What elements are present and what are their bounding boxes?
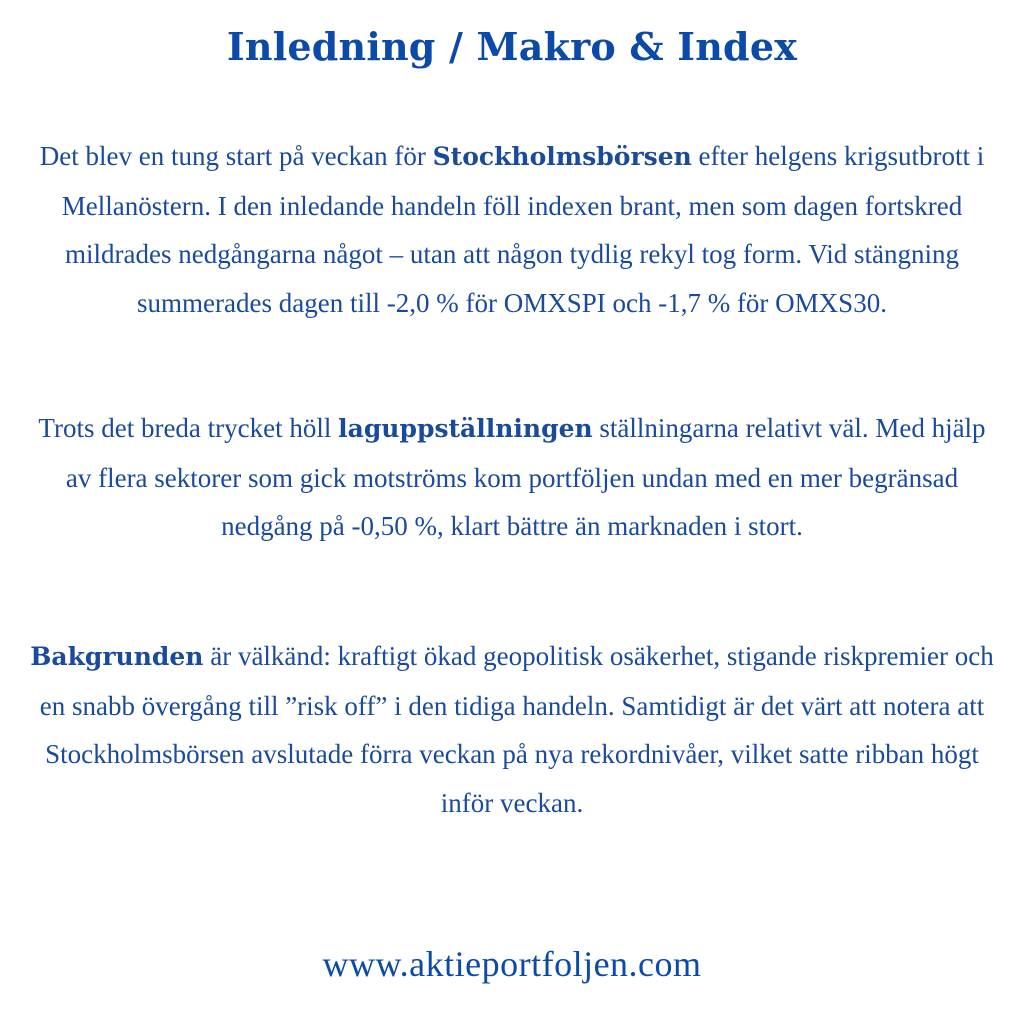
website-url: www.aktieportfoljen.com [322, 944, 702, 984]
paragraph-bold-term: Stockholmsbörsen [432, 142, 692, 171]
paragraph-text: efter helgens krigsutbrott i Mellanöstern. I den inledande handeln föll indexen brant, men som dagen fortskred mildrades nedgångarna något – utan att någon tydlig rekyl tog form. Vid stängning summerades dagen till -2,0 % för OMXSPI och -1,7 % för OMXS30. [61, 141, 985, 318]
paragraph-text: ställningarna relativt väl. Med hjälp av flera sektorer som gick motströms kom portföljen undan med en mer begränsad nedgång på -0,50 %, klart bättre än marknaden i stort. [65, 413, 986, 541]
paragraph-text: är välkänd: kraftigt ökad geopolitisk osäkerhet, stigande riskpremier och en snabb övergång till ”risk off” i den tidiga handeln. Samtidigt är det värt att notera att Stockholmsbörsen avslutade förra veckan på nya rekordnivåer, vilket satte ribban högt inför veckan. [39, 641, 994, 818]
paragraph-text: Trots det breda trycket höll [38, 413, 339, 443]
paragraph-text: Det blev en tung start på veckan för [39, 141, 433, 171]
paragraph-market-open [30, 132, 994, 327]
page-title: Inledning / Makro & Index [226, 24, 798, 69]
paragraph-background [30, 632, 994, 827]
paragraph-bold-term: Bakgrunden [30, 642, 204, 671]
paragraph-bold-term: laguppställningen [338, 414, 593, 443]
paragraph-portfolio [30, 404, 994, 551]
